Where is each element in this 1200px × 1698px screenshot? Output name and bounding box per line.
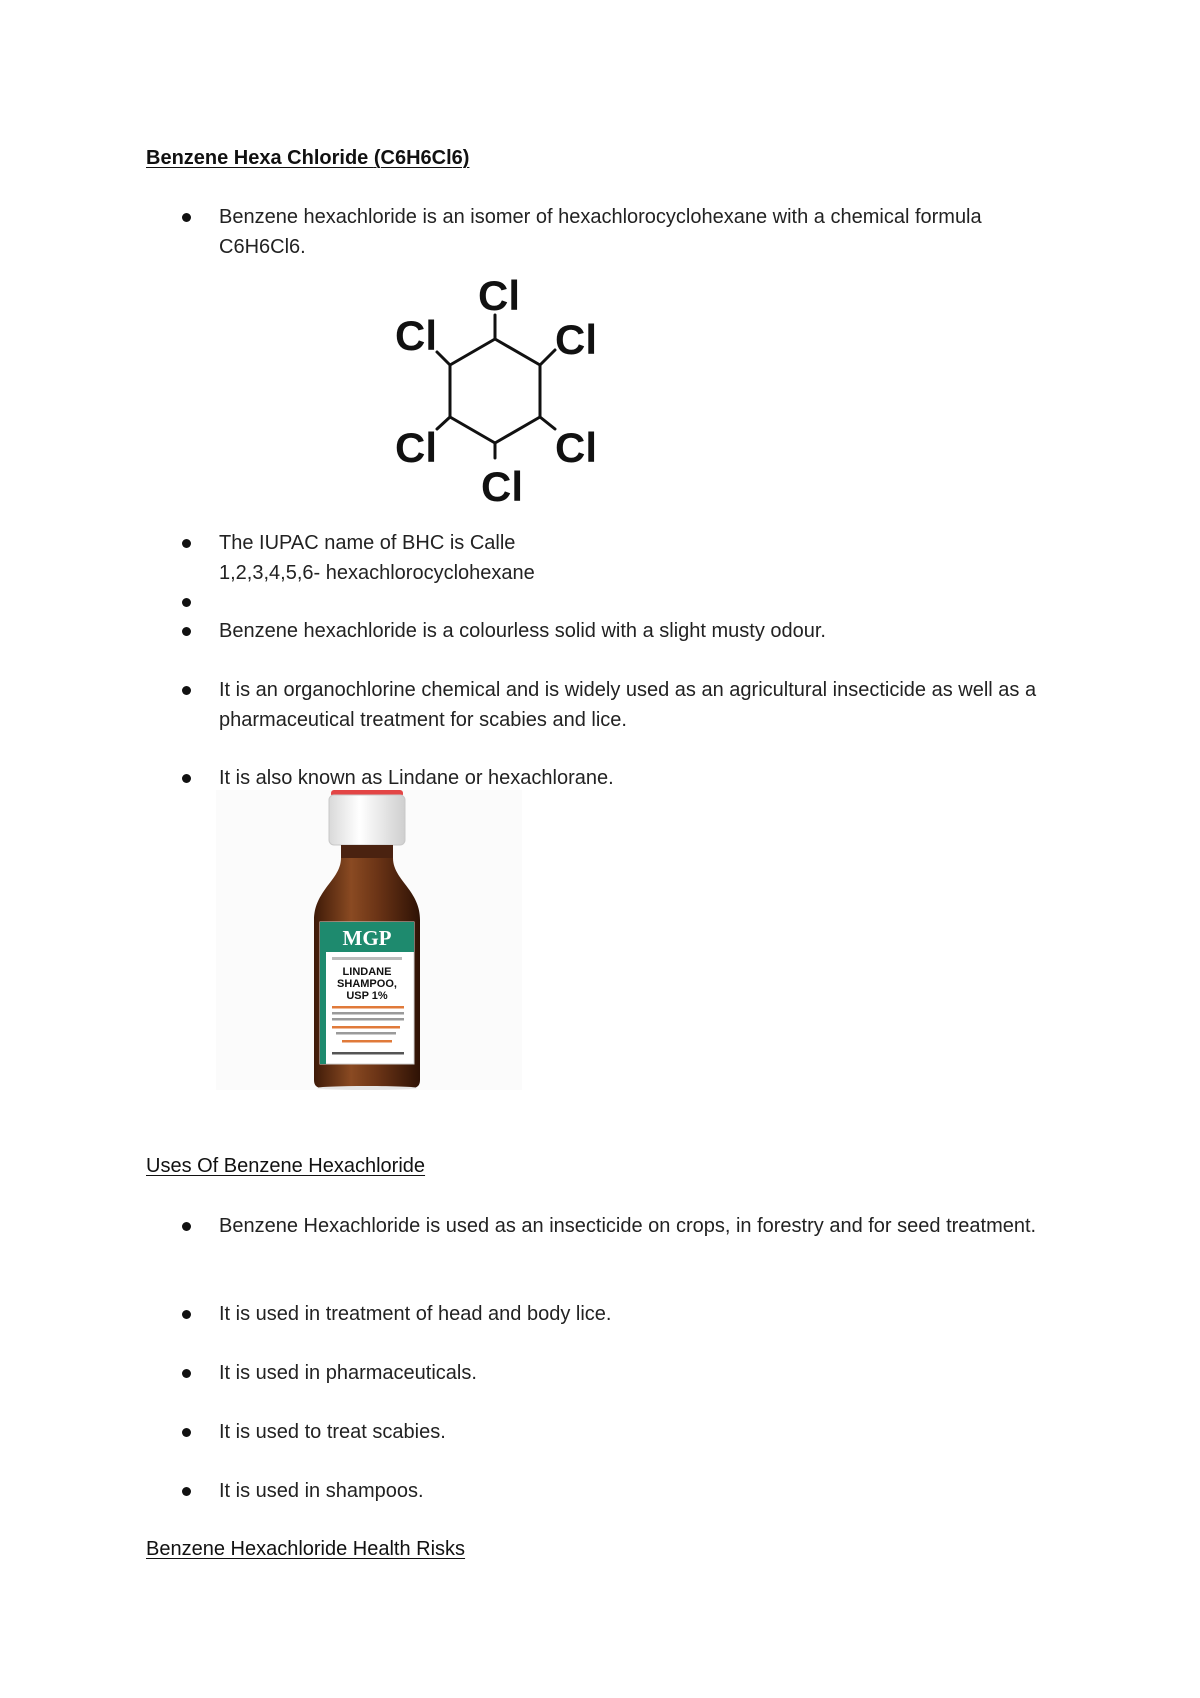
cl-atom-label: Cl — [481, 463, 523, 504]
section-heading-health-risks — [146, 1535, 465, 1563]
brand-label: MGP — [342, 926, 392, 950]
list-item — [174, 203, 1054, 262]
ring-bond — [495, 339, 540, 365]
page-title — [146, 144, 469, 172]
bullet-icon — [182, 1310, 191, 1319]
bullet-icon — [182, 686, 191, 695]
bottle-neck — [341, 845, 393, 859]
ring-bond — [450, 339, 495, 365]
list-item — [174, 1300, 1054, 1330]
bullet-icon — [182, 774, 191, 783]
list-item-text: Benzene hexachloride is a colourless solid with a slight musty odour. — [219, 620, 826, 642]
list-item — [174, 1359, 1054, 1389]
section-heading-text: Uses Of Benzene Hexachloride — [146, 1155, 426, 1177]
ring-bond — [495, 417, 540, 443]
list-item-text: It is used to treat scabies. — [219, 1421, 446, 1443]
cl-atom-label: Cl — [555, 424, 597, 471]
bullet-icon — [182, 539, 191, 548]
lindane-shampoo-bottle-image — [216, 790, 522, 1090]
ring-bond — [450, 417, 495, 443]
bottle-illustration — [216, 790, 522, 1090]
bullet-icon — [182, 1222, 191, 1231]
list-item — [174, 1418, 1054, 1448]
list-item — [174, 529, 1054, 588]
title-name: Benzene Hexa Chloride — [146, 147, 374, 169]
bullet-icon — [182, 213, 191, 222]
list-item-text: Benzene hexachloride is an isomer of hexachlorocyclohexane with a chemical formula C6H6Cl6. — [219, 206, 982, 258]
label-fine-print — [332, 1006, 404, 1009]
list-item-text: The IUPAC name of BHC is Calle 1,2,3,4,5,6- hexachlorocyclohexane — [219, 532, 535, 584]
list-item-text: It is also known as Lindane or hexachlorane. — [219, 767, 614, 789]
cl-atom-label: Cl — [395, 312, 437, 359]
list-item — [174, 1477, 1054, 1507]
cl-bond — [437, 417, 450, 429]
label-fine-print — [332, 1018, 404, 1021]
label-fine-print — [332, 1052, 404, 1055]
cl-bond — [540, 417, 555, 429]
list-item-text: It is used in pharmaceuticals. — [219, 1362, 477, 1384]
label-fine-print — [332, 957, 402, 960]
label-side-stripe — [320, 922, 326, 1064]
section-heading-uses — [146, 1152, 425, 1180]
list-item — [174, 617, 1054, 647]
label-fine-print — [342, 1040, 392, 1043]
cl-atom-label: Cl — [555, 316, 597, 363]
product-name-line: USP 1% — [346, 990, 388, 1002]
bottle-cap — [329, 795, 405, 845]
cl-bond — [437, 352, 450, 365]
title-formula: (C6H6Cl6) — [373, 147, 470, 169]
list-item-text: Benzene Hexachloride is used as an insecticide on crops, in forestry and for seed treatment. — [219, 1215, 1037, 1237]
bottle-shadow — [317, 1086, 417, 1090]
list-item — [174, 1212, 1054, 1242]
list-item-text: It is used in treatment of head and body lice. — [219, 1303, 612, 1325]
hexachlorocyclohexane-structure-diagram — [385, 272, 605, 504]
list-item — [174, 676, 1054, 735]
list-item-text: It is used in shampoos. — [219, 1480, 424, 1502]
cl-atom-label: Cl — [478, 272, 520, 319]
cl-bond — [540, 350, 555, 365]
section-heading-text: Benzene Hexachloride Health Risks — [146, 1538, 466, 1560]
product-name-line: LINDANE — [342, 966, 392, 978]
bullet-icon — [182, 1369, 191, 1378]
label-fine-print — [336, 1032, 396, 1035]
product-name-line: SHAMPOO, — [337, 978, 397, 990]
list-item-text: It is an organochlorine chemical and is widely used as an agricultural insecticide as well as a pharmaceutical treatment for scabies and lice. — [219, 679, 1037, 731]
label-fine-print — [332, 1012, 404, 1015]
bullet-icon — [182, 1428, 191, 1437]
bullet-icon — [182, 1487, 191, 1496]
bullet-icon — [182, 598, 191, 607]
bullet-icon — [182, 627, 191, 636]
label-fine-print — [332, 1026, 400, 1029]
cl-atom-label: Cl — [395, 424, 437, 471]
